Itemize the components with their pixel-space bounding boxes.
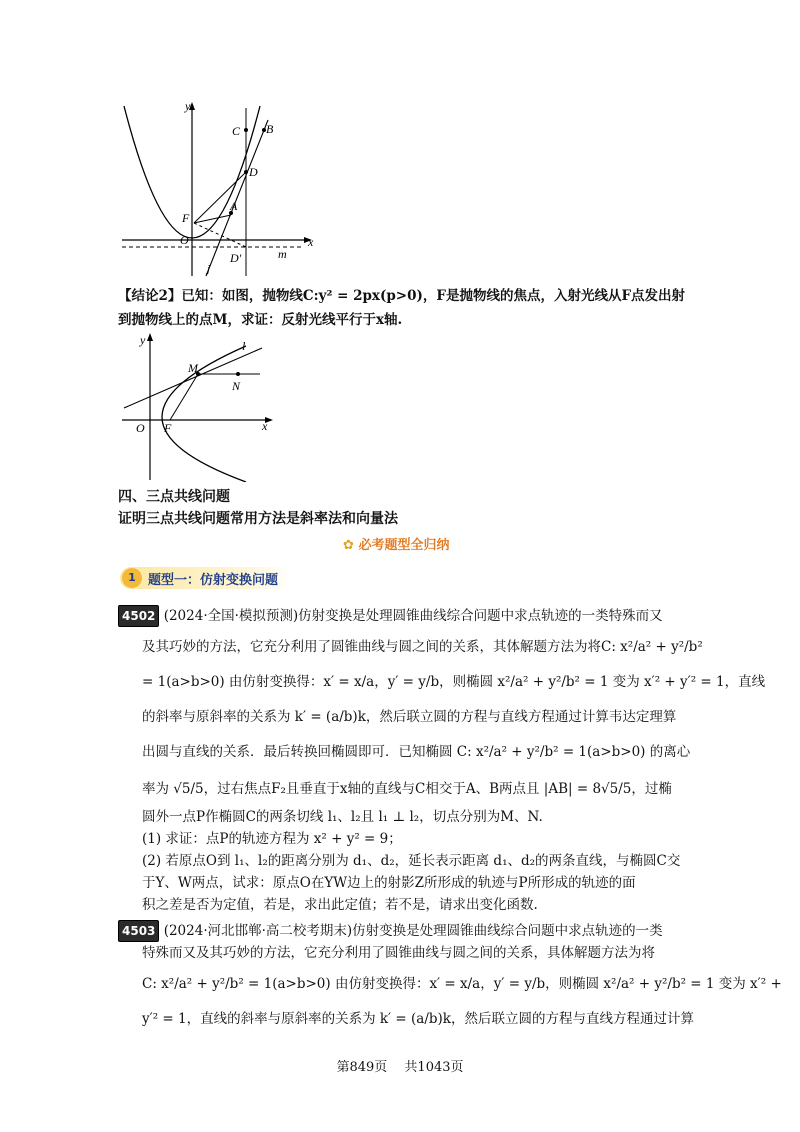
lightbulb-icon: ✿ [343,538,354,553]
svg-text:j: j [207,263,211,275]
problem-4503-line-4: y′² = 1，直线的斜率与原斜率的关系为 k′ = (a/b)k，然后联立圆的方程与直线方程通过计算 [142,1011,694,1027]
section-banner-title: ✿ 必考题型全归纳 [343,538,450,553]
problem-4502-line-7: 圆外一点P作椭圆C的两条切线 l₁、l₂且 l₁ ⊥ l₂，切点分别为M、N. [142,809,543,825]
svg-text:l: l [242,339,246,353]
svg-text:B: B [266,122,274,136]
topic-banner [120,567,292,589]
svg-text:M: M [188,361,198,375]
problem-number-4503: 4503 [118,920,159,942]
problem-4502-line-2: 及其巧妙的方法，它充分利用了圆锥曲线与圆之间的关系，其体解题方法为将C: x²/a² + y²/b² [142,639,703,655]
problem-4502-line-4: 的斜率与原斜率的关系为 k′ = (a/b)k，然后联立圆的方程与直线方程通过计算韦达定理算 [142,709,677,725]
svg-text:D′: D′ [230,251,242,265]
figure-parabola-reflection [118,100,318,280]
svg-text:y: y [185,100,191,113]
svg-text:A: A [230,199,238,213]
problem-4502-line-5: 出圆与直线的关系．最后转换回椭圆即可．已知椭圆 C: x²/a² + y²/b² = 1(a>b>0) 的离心 [142,744,691,760]
conclusion-2-line-1: 【结论2】已知：如图，抛物线C:y² = 2px(p>0)，F是抛物线的焦点，入射光线从F点发出射 [118,288,686,304]
problem-4502-line-3: = 1(a>b>0) 由仿射变换得：x′ = x/a，y′ = y/b，则椭圆 x²/a² + y²/b² = 1 变为 x′² + y′² = 1，直线 [142,674,766,690]
svg-text:F: F [164,421,172,435]
svg-text:y: y [140,333,146,347]
problem-4502-line-8: (1) 求证：点P的轨迹方程为 x² + y² = 9； [142,831,402,847]
problem-4502-line-9: (2) 若原点O到 l₁、l₂的距离分别为 d₁、d₂，延长表示距离 d₁、d₂的两条直线，与椭圆C交 [142,853,681,869]
problem-4503-line-1: 4503 (2024·河北邯郸·高二校考期末)仿射变换是处理圆锥曲线综合问题中求点轨迹的一类 [118,920,663,942]
svg-text:F: F [182,211,190,225]
svg-text:C: C [232,124,241,138]
topic-number-badge: 1 [122,568,142,588]
topic-label: 题型一：仿射变换问题 [148,573,279,588]
svg-text:x: x [262,419,268,433]
problem-4502-line-11: 积之差是否为定值，若是，求出此定值；若不是，请求出变化函数. [142,897,538,913]
problem-4502-line-10: 于Y、W两点，试求：原点O在YW边上的射影Z所形成的轨迹与P所形成的轨迹的面 [142,875,636,891]
svg-text:N: N [232,379,241,393]
svg-text:O: O [180,233,189,247]
page-footer: 第849页 共1043页 [336,1060,464,1075]
svg-text:D: D [249,165,258,179]
problem-4503-line-3: C: x²/a² + y²/b² = 1(a>b>0) 由仿射变换得：x′ = x/a，y′ = y/b，则椭圆 x²/a² + y²/b² = 1 变为 x′² + [142,976,782,992]
svg-text:x: x [308,235,314,249]
section-4-title: 四、三点共线问题 [118,489,230,505]
problem-4502-line-1: 4502 (2024·全国·模拟预测)仿射变换是处理圆锥曲线综合问题中求点轨迹的一类特殊而又 [118,605,663,627]
svg-text:m: m [278,247,287,261]
conclusion-2-line-2: 到抛物线上的点M，求证：反射光线平行于x轴. [118,312,403,328]
svg-text:O: O [136,421,145,435]
section-4-subtitle: 证明三点共线问题常用方法是斜率法和向量法 [118,511,398,527]
problem-4502-line-6: 率为 √5/5，过右焦点F₂且垂直于x轴的直线与C相交于A、B两点且 |AB| = 8√5/5，过椭 [142,781,672,797]
problem-number-4502: 4502 [118,605,159,627]
figure-parabola-focus [118,332,278,482]
problem-4503-line-2: 特殊而又及其巧妙的方法，它充分利用了圆锥曲线与圆之间的关系，具体解题方法为将 [142,945,655,961]
